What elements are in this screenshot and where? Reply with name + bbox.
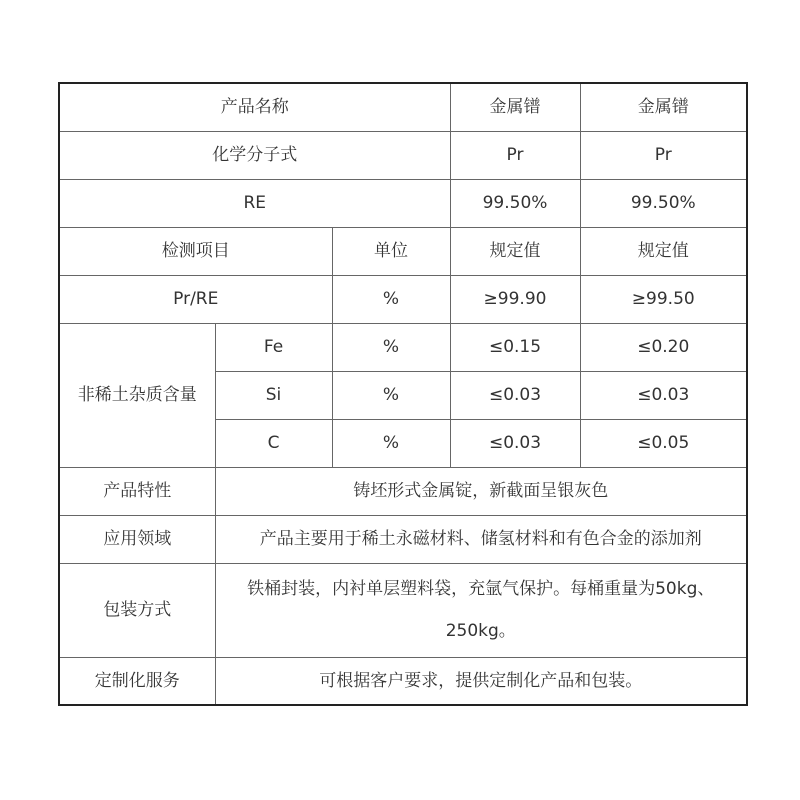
column-spec-a: 规定值	[450, 227, 580, 275]
formula-a: Pr	[450, 131, 580, 179]
table-row	[59, 467, 747, 515]
table-row	[59, 657, 747, 705]
impurity-spec-b: ≤0.05	[580, 419, 747, 467]
table-row	[59, 179, 747, 227]
packaging-value: 铁桶封装，内衬单层塑料袋，充氩气保护。每桶重量为50kg、250kg。	[215, 563, 747, 657]
custom-service-label: 定制化服务	[59, 657, 215, 705]
table-row	[59, 323, 747, 371]
pr-re-a: ≥99.90	[450, 275, 580, 323]
re-a: 99.50%	[450, 179, 580, 227]
table-row	[59, 275, 747, 323]
re-b: 99.50%	[580, 179, 747, 227]
impurity-unit: %	[332, 371, 450, 419]
column-unit: 单位	[332, 227, 450, 275]
impurity-unit: %	[332, 419, 450, 467]
table-row	[59, 563, 747, 657]
product-spec-table	[58, 82, 748, 706]
pr-re-b: ≥99.50	[580, 275, 747, 323]
impurity-spec-b: ≤0.20	[580, 323, 747, 371]
table-row	[59, 515, 747, 563]
product-b-name: 金属镨	[580, 83, 747, 131]
custom-service-value: 可根据客户要求，提供定制化产品和包装。	[215, 657, 747, 705]
table-row	[59, 83, 747, 131]
product-name-label: 产品名称	[59, 83, 450, 131]
application-value: 产品主要用于稀土永磁材料、储氢材料和有色合金的添加剂	[215, 515, 747, 563]
properties-label: 产品特性	[59, 467, 215, 515]
impurity-element: C	[215, 419, 332, 467]
column-item: 检测项目	[59, 227, 332, 275]
formula-b: Pr	[580, 131, 747, 179]
impurity-unit: %	[332, 323, 450, 371]
column-spec-b: 规定值	[580, 227, 747, 275]
packaging-label: 包装方式	[59, 563, 215, 657]
impurity-spec-b: ≤0.03	[580, 371, 747, 419]
formula-label: 化学分子式	[59, 131, 450, 179]
impurity-element: Fe	[215, 323, 332, 371]
impurity-spec-a: ≤0.03	[450, 419, 580, 467]
application-label: 应用领域	[59, 515, 215, 563]
pr-re-label: Pr/RE	[59, 275, 332, 323]
impurity-spec-a: ≤0.15	[450, 323, 580, 371]
table-row	[59, 227, 747, 275]
table-row	[59, 131, 747, 179]
impurity-spec-a: ≤0.03	[450, 371, 580, 419]
re-label: RE	[59, 179, 450, 227]
impurity-group-label: 非稀土杂质含量	[59, 323, 215, 467]
impurity-element: Si	[215, 371, 332, 419]
product-a-name: 金属镨	[450, 83, 580, 131]
pr-re-unit: %	[332, 275, 450, 323]
properties-value: 铸坯形式金属锭，新截面呈银灰色	[215, 467, 747, 515]
